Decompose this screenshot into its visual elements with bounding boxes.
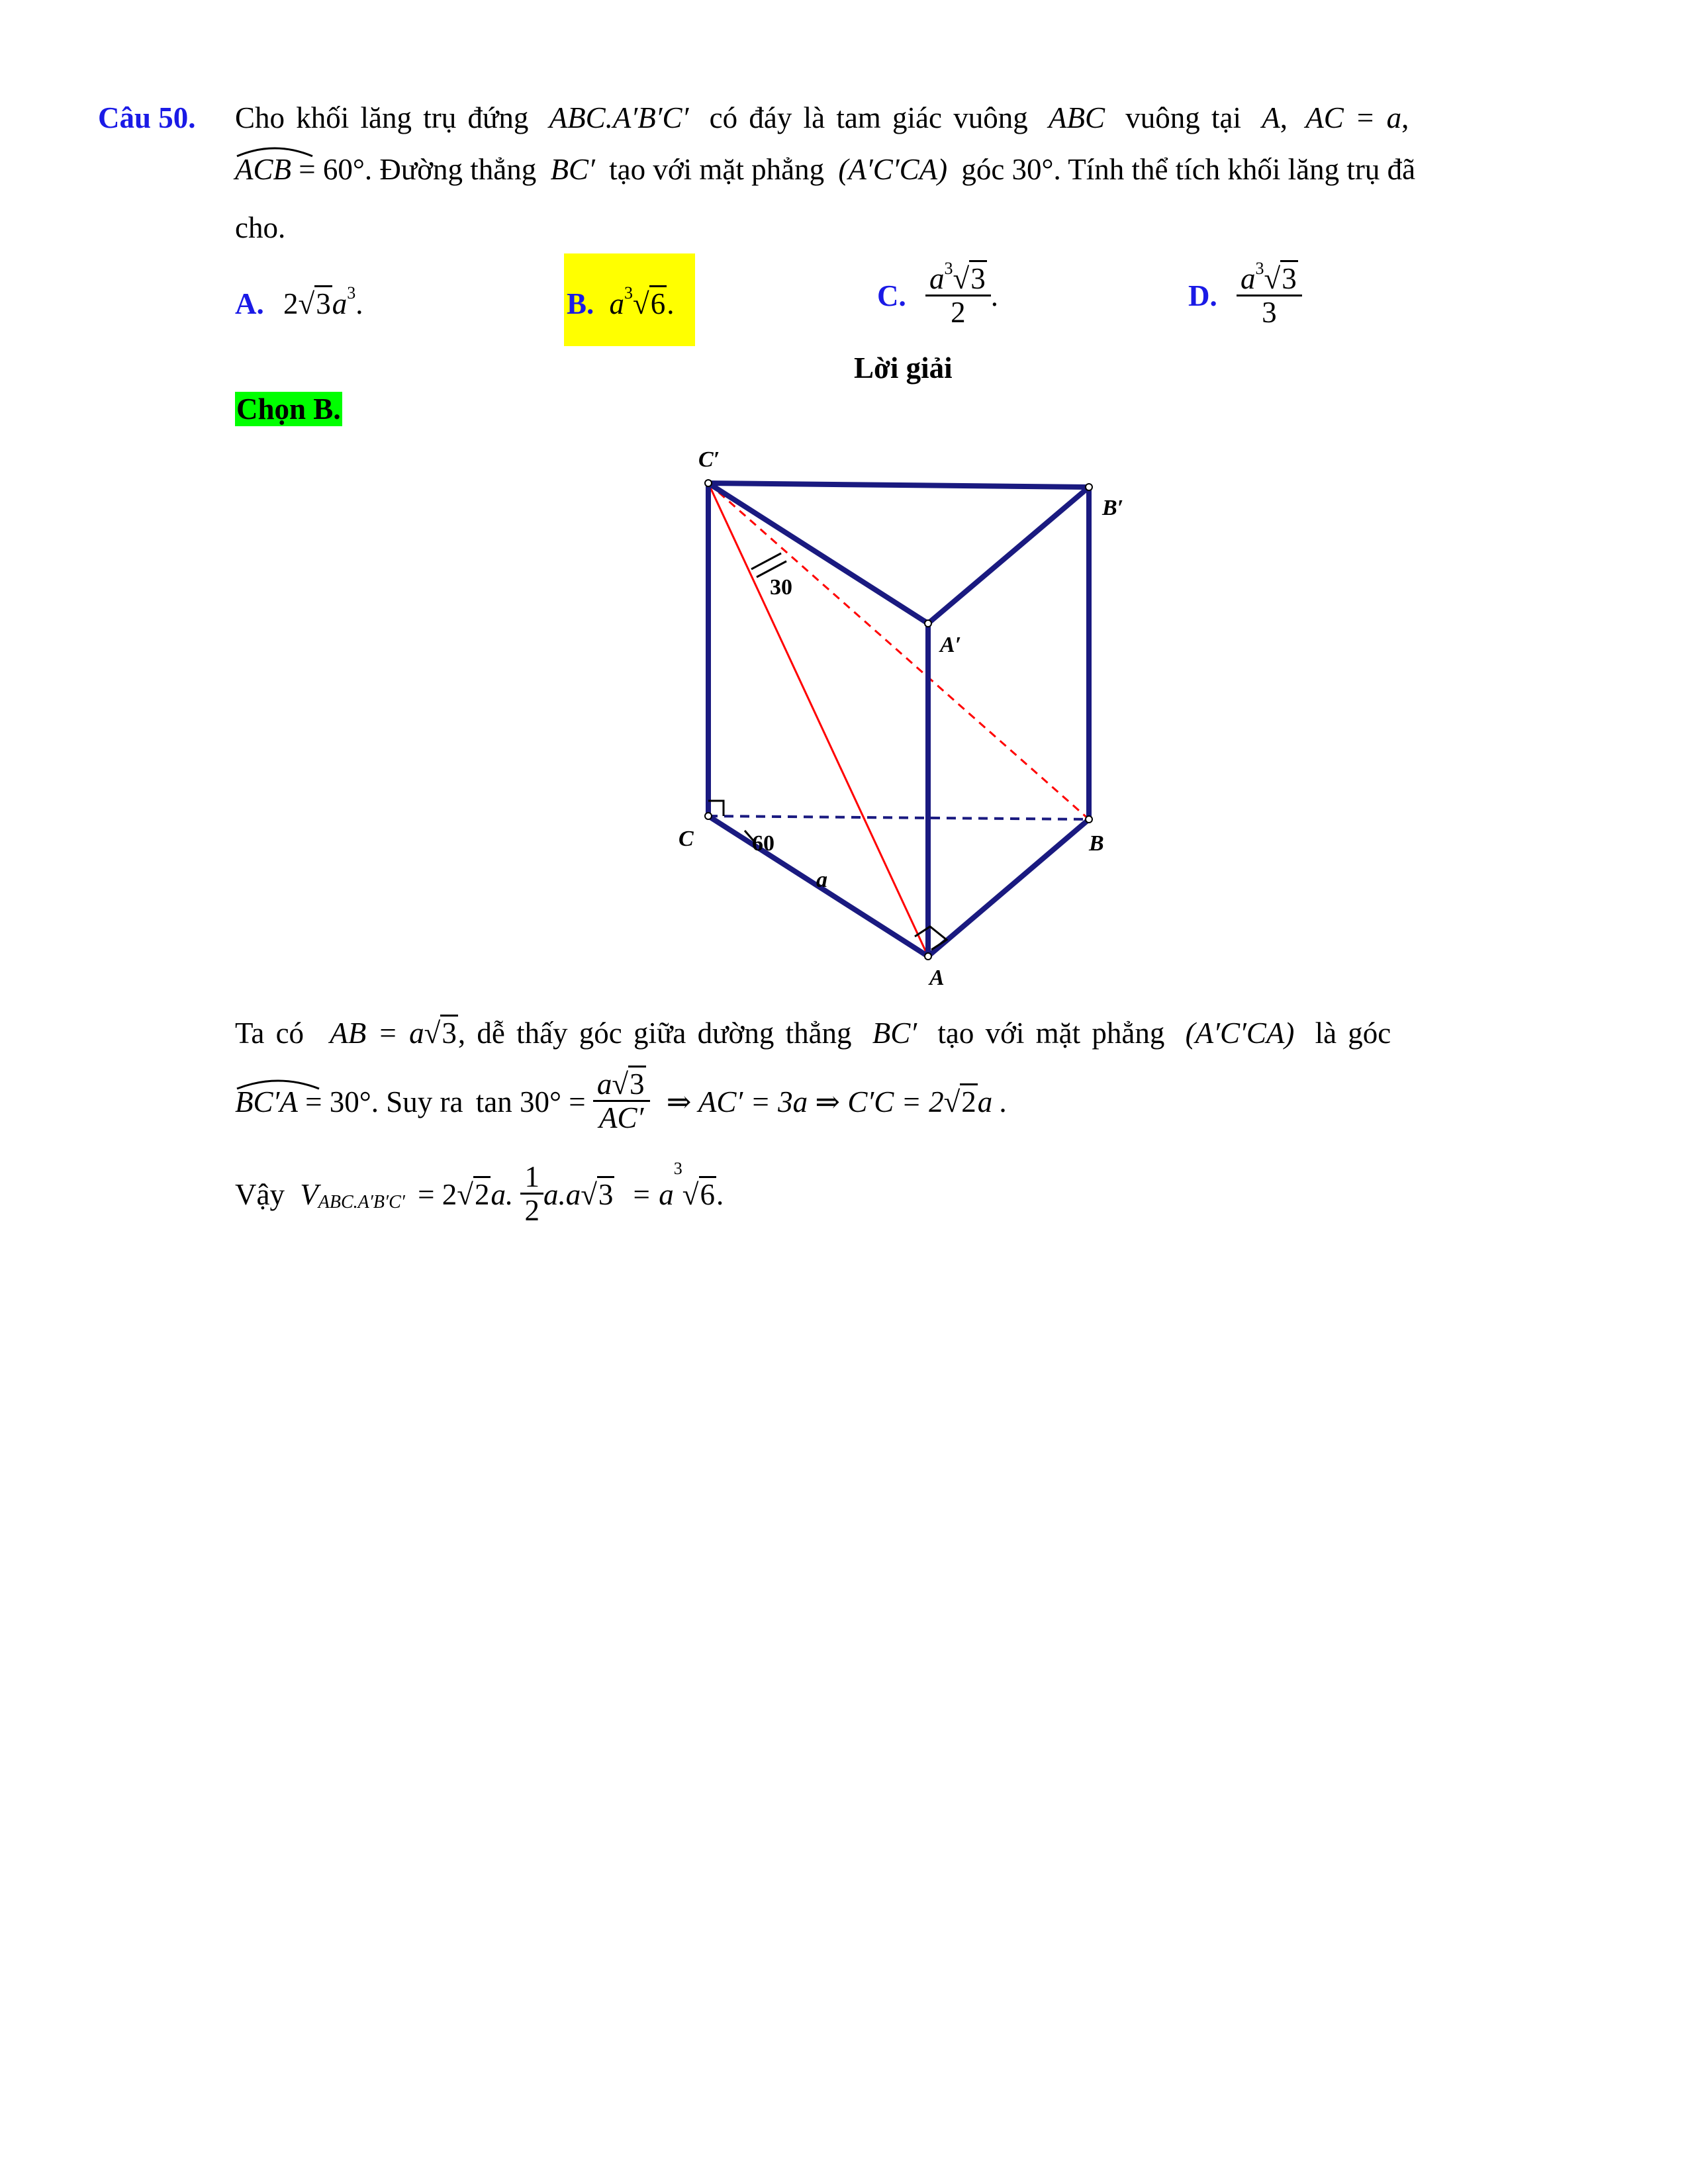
q-t6: . Tính thể tích khối lăng trụ đã <box>1053 153 1416 186</box>
question-number: Câu 50. <box>98 101 196 134</box>
question-text-1: Cho khối lăng trụ đứng ABC.A′B′C′ có đáy là tam giác vuông ABC vuông tại A, AC = a, <box>235 101 1409 134</box>
sol3-eq: = 2 <box>418 1177 457 1211</box>
vertex-A <box>925 953 931 960</box>
edge-CB-dashed <box>708 816 1089 819</box>
sol2-tan: tan 30° = <box>475 1085 586 1118</box>
solution-line-1: Ta có AB = a√3, dễ thấy góc giữa dường thẳng BC′ tạo với mặt phẳng (A′C′CA) là góc <box>235 1016 1391 1050</box>
solution-line-2: BC′A = 30°. Suy ra tan 30° = $\frac{a√3}{AC'}$ ⇒ AC′ = 3a ⇒ C′C = 2√2a . <box>235 1069 1008 1135</box>
prism-edges <box>708 483 1089 956</box>
edge-AB <box>928 819 1089 956</box>
choice-label: Chọn B. <box>236 392 341 426</box>
solution-line-3: Vậy $V_{ABC.A'B'C'} = 2√2a$. $\frac{1}{2}$ $a.a√3 = a^3√6$. <box>235 1159 724 1228</box>
edge-C1B1 <box>708 483 1089 487</box>
sol3-fraction: $\frac{1}{2}$ <box>520 1161 543 1228</box>
vertices <box>705 480 1092 960</box>
answer-d-den: 3 <box>1262 296 1277 330</box>
sol1-b: , dễ thấy góc giữa dường thẳng <box>457 1017 852 1050</box>
q-prism-name: ABC.A′B′C′ <box>549 101 689 134</box>
answer-b-pre: a <box>609 287 625 320</box>
sol3-a: Vậy <box>235 1177 285 1211</box>
sol2-a: . Suy ra <box>371 1085 463 1118</box>
answer-d-fraction: $\frac{a^3√3}{3}$ <box>1237 262 1302 330</box>
sol2-c: a . <box>977 1085 1008 1118</box>
answer-d-label: D. <box>1188 279 1217 312</box>
sol3-rad2: 3 <box>597 1176 615 1211</box>
sol2-b: ⇒ AC′ = 3a ⇒ C′C = 2 <box>666 1085 944 1119</box>
sol2-eq: = 30° <box>305 1085 371 1118</box>
answer-b-label: B. <box>567 287 594 320</box>
answer-c[interactable]: C. $\frac{a^3√3}{2}$ . <box>877 259 998 330</box>
label-C: C <box>679 827 694 851</box>
answer-c-num-rad: 3 <box>969 260 987 295</box>
sol3-b: a. <box>491 1177 514 1211</box>
label-side-a: a <box>816 868 827 892</box>
label-angle-30: 30 <box>770 575 792 600</box>
sol3-end: . <box>716 1177 724 1211</box>
answer-d-num-a: a <box>1241 262 1256 295</box>
q-t1: có đáy là tam giác vuông <box>709 101 1028 134</box>
label-B1: B′ <box>1102 496 1124 520</box>
prism-figure <box>0 0 1688 1006</box>
answer-a-post: a <box>332 287 348 320</box>
sol2-angle: BC′A <box>235 1085 298 1119</box>
q-t2: vuông tại <box>1125 101 1241 134</box>
edge-A1B1 <box>928 487 1089 623</box>
sol3-d: = a <box>631 1177 674 1211</box>
vertex-B1 <box>1086 484 1092 490</box>
answer-d-num-exp: 3 <box>1255 259 1264 278</box>
sol3-c: a.a <box>543 1177 581 1211</box>
sol2-rad2: 2 <box>960 1083 978 1118</box>
sol3-rad: 2 <box>473 1176 491 1211</box>
angle-mark-30 <box>751 553 786 577</box>
answer-a-exp: 3 <box>347 283 356 302</box>
answer-c-num-exp: 3 <box>944 259 953 278</box>
answer-a-label: A. <box>235 287 264 320</box>
answer-a[interactable]: A. $2√3a^3$. <box>235 283 363 320</box>
sol3-exp: 3 <box>673 1159 682 1178</box>
sol1-plane: (A′C′CA) <box>1185 1017 1295 1050</box>
angle-arc-icon <box>235 1077 321 1090</box>
q-angle-name: ACB <box>235 152 291 187</box>
q-plane: (A′C′CA) <box>838 153 948 186</box>
sol1-c: tạo với mặt phẳng <box>937 1017 1165 1050</box>
sol1-line: BC′ <box>872 1017 917 1050</box>
label-A: A <box>929 966 945 990</box>
q-t4: tạo với mặt phẳng <box>609 153 825 186</box>
q-tri: ABC <box>1049 101 1105 134</box>
sol1-rad: 3 <box>440 1015 458 1050</box>
q-intro: Cho khối lăng trụ đứng <box>235 101 529 134</box>
vertex-C1 <box>705 480 712 486</box>
answer-c-num-a: a <box>929 262 945 295</box>
answer-a-pre: 2 <box>283 287 299 320</box>
answer-c-den: 2 <box>951 296 966 330</box>
q-line: BC′ <box>550 153 595 186</box>
sol3-rad3: 6 <box>699 1176 717 1211</box>
solution-title: Lời giải <box>854 351 953 385</box>
label-A1: A′ <box>940 633 962 657</box>
q-t3: . Đường thẳng <box>364 153 537 186</box>
sol1-a: Ta có <box>235 1017 305 1050</box>
sol3-V: V <box>300 1177 318 1211</box>
answer-b-exp: 3 <box>624 283 633 302</box>
vertex-B <box>1086 816 1092 823</box>
sol3-sub: ABC.A′B′C′ <box>318 1192 405 1213</box>
answer-b[interactable]: B. $a^3√6$. <box>564 253 695 346</box>
vertex-A1 <box>925 620 931 627</box>
sol1-ab: AB = a <box>330 1017 424 1050</box>
q-t5: góc 30° <box>961 153 1054 186</box>
answer-c-label: C. <box>877 279 906 312</box>
answer-c-fraction: $\frac{a^3√3}{2}$ <box>925 262 991 330</box>
q-vertex: A <box>1262 101 1280 134</box>
answer-b-rad: 6 <box>649 285 667 320</box>
answer-a-rad: 3 <box>314 285 332 320</box>
label-C1: C′ <box>698 447 720 472</box>
label-angle-60: 60 <box>752 831 774 856</box>
sol2-fraction: $\frac{a√3}{AC'}$ <box>593 1069 650 1135</box>
q-cond1: AC = a <box>1305 101 1402 134</box>
q-t7: cho. <box>235 211 286 244</box>
answer-d-num-rad: 3 <box>1280 260 1298 295</box>
vertex-C <box>705 813 712 819</box>
q-angle-val: = 60° <box>299 153 365 186</box>
sol1-d: là góc <box>1315 1017 1391 1050</box>
label-B: B <box>1089 831 1104 856</box>
